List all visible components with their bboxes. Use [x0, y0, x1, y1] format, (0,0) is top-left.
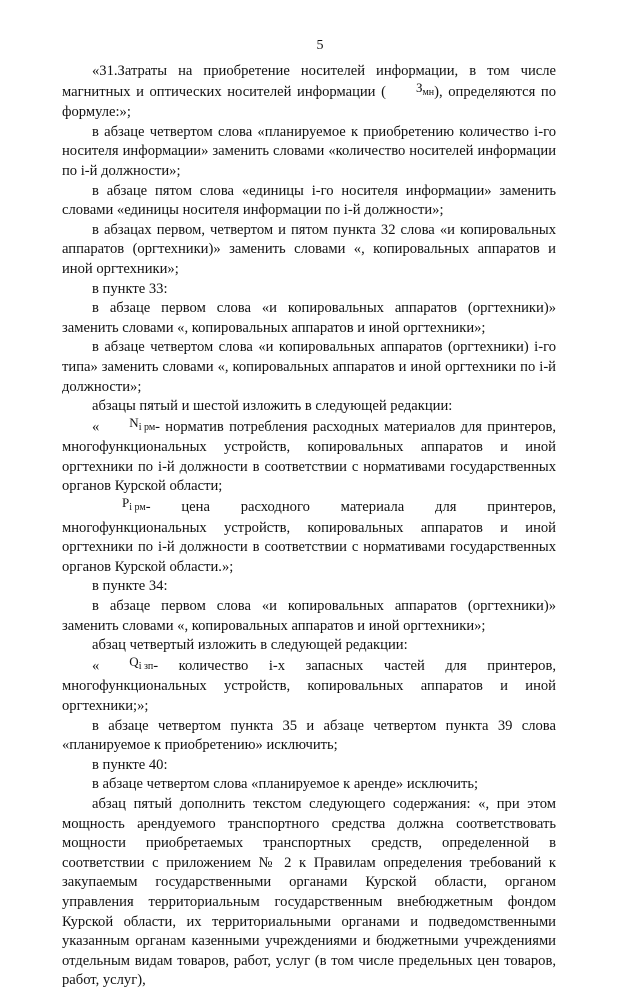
- paragraph: в пункте 34:: [92, 578, 168, 595]
- paragraph-n-definition: [62, 414, 556, 497]
- paragraph: абзац пятый дополнить текстом следующего содержания: «, при этом мощность арендуемого транспортного средства должна соответствовать мощности приобретаемых транспортных средств, определенной в соответствии с приложением № 2 к Правилам определения требований к закупаемым государственными органами Курской области, органом управления территориальным государственным внебюджетным фондом Курской области, их территориальными органами и подведомственными указанным органам казенными учреждениями и бюджетными учреждениями отдельным видам товаров, работ, услуг (в том числе предельных цен товаров, работ, услуг),: [62, 795, 556, 989]
- paragraph-31-text-a: «31.Затраты на приобретение носителей информации, в том числе магнитных и оптических носителей информации (: [62, 63, 556, 100]
- paragraph: в пункте 33:: [92, 280, 168, 297]
- page-number: 5: [316, 38, 324, 53]
- open-quote: «: [92, 418, 100, 435]
- formula-symbol-n: $N_{i рм}$: [129, 414, 156, 433]
- document-body: [62, 62, 556, 991]
- open-quote: «: [92, 657, 100, 674]
- paragraph-p-definition: [62, 497, 556, 577]
- n-definition-text: - норматив потребления расходных материалов для принтеров, многофункциональных устройств, копировальных аппаратов и иной оргтехники по i-й должности в соответствии с нормативами государственных органов Курской области;: [62, 418, 556, 495]
- paragraph-31-text-b: ), определяются по формуле:»;: [62, 83, 556, 121]
- formula-symbol-z: $З_{мн}$: [415, 79, 435, 98]
- paragraph: в абзацах первом, четвертом и пятом пункта 32 слова «и копировальных аппаратов (оргтехники)» заменить словами «, копировальных аппаратов и иной оргтехники»;: [62, 221, 556, 277]
- paragraph: в абзаце четвертом слова «планируемое к аренде» исключить;: [92, 776, 479, 793]
- q-definition-text: - количество i-х запасных частей для принтеров, многофункциональных устройств, копировальных аппаратов и иной оргтехники;»;: [62, 657, 556, 714]
- paragraph: в абзаце первом слова «и копировальных аппаратов (оргтехники)» заменить словами «, копировальных аппаратов и иной оргтехники»;: [62, 300, 556, 336]
- p-definition-text: - цена расходного материала для принтеров, многофункциональных устройств, копировальных аппаратов и иной оргтехники по i-й должности в соответствии с нормативами государственных органов Курской области.»;: [62, 499, 556, 575]
- formula-symbol-p: $P_{i рм}$: [122, 495, 146, 514]
- paragraph: в абзаце первом слова «и копировальных аппаратов (оргтехники)» заменить словами «, копировальных аппаратов и иной оргтехники»;: [62, 598, 556, 634]
- paragraph-q-definition: [62, 653, 556, 717]
- paragraph: в пункте 40:: [92, 756, 168, 773]
- formula-symbol-q: $Q_{i зп}$: [129, 653, 154, 672]
- paragraph: в абзаце четвертом пункта 35 и абзаце четвертом пункта 39 слова «планируемое к приобретению» исключить;: [62, 717, 556, 754]
- paragraph-31: [62, 62, 556, 123]
- paragraph: в абзаце четвертом слова «планируемое к приобретению количество i-го носителя информации» заменить словами «количество носителей информации по i-й должности»;: [62, 123, 556, 179]
- paragraph: абзац четвертый изложить в следующей редакции:: [92, 637, 408, 654]
- paragraph: абзацы пятый и шестой изложить в следующей редакции:: [92, 398, 453, 415]
- paragraph: в абзаце пятом слова «единицы i-го носителя информации» заменить словами «единицы носителя информации по i-й должности»;: [62, 182, 556, 219]
- paragraph: в абзаце четвертом слова «и копировальных аппаратов (оргтехники) i-го типа» заменить словами «, копировальных аппаратов и иной оргтехники по i-й должности»;: [62, 339, 556, 395]
